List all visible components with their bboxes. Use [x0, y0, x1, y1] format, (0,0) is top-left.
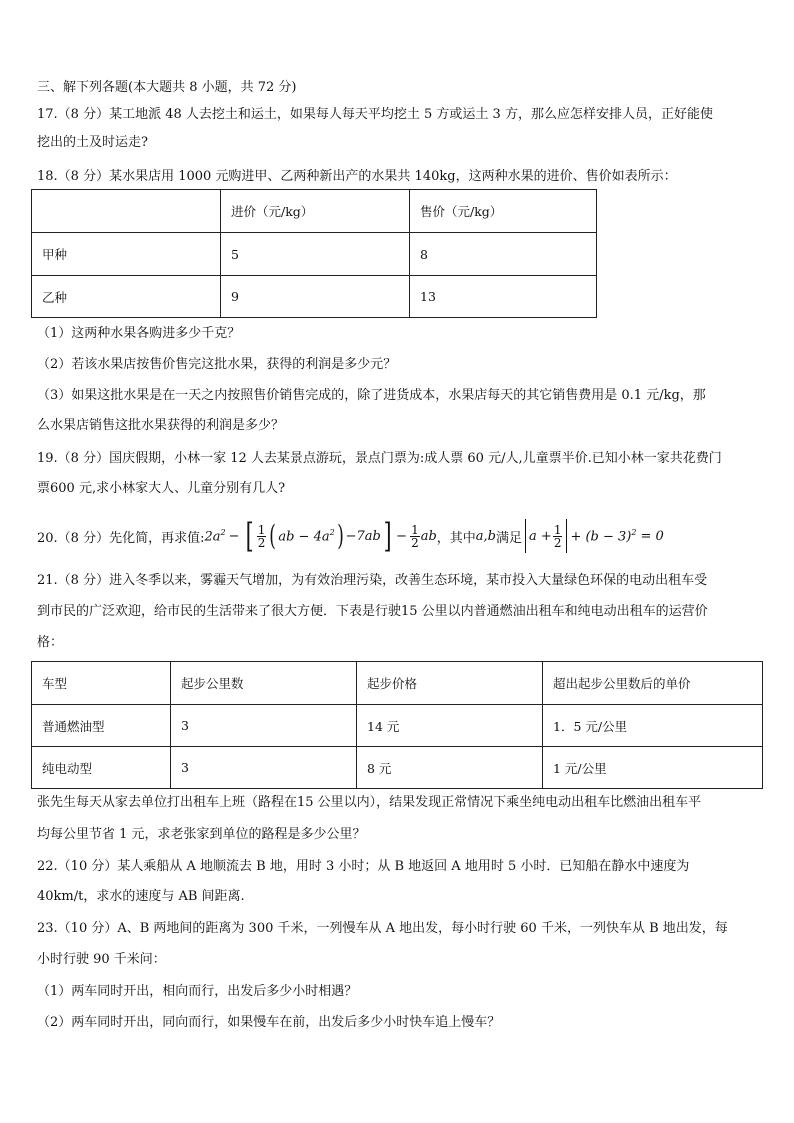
q23-line2: 小时行驶 90 千米问： [37, 952, 166, 967]
table-row [32, 705, 763, 747]
q19-line2: 票600 元,求小林家大人、儿童分别有几人? [37, 481, 286, 496]
q21-fare-table [31, 661, 763, 789]
abs-bar-left [525, 519, 526, 553]
q23-sub1: （1）两车同时开出，相向而行，出发后多少小时相遇？ [37, 984, 358, 999]
table-cell: 8 元 [357, 747, 543, 789]
math-fraction-half: $\frac{1}{2}$ [257, 522, 266, 550]
table-header-cell: 起步公里数 [171, 662, 357, 705]
table-header-cell: 进价（元/kg） [221, 190, 410, 233]
q18-price-table [31, 189, 597, 318]
q19-line1: 19.（8 分）国庆假期，小林一家 12 人去某景点游玩，景点门票为:成人票 60 元/人,儿童票半价.已知小林一家共花费门 [37, 451, 722, 466]
table-cell: 3 [171, 747, 357, 789]
q20-formula-line [37, 514, 664, 558]
math-equals-zero: = 0 [640, 528, 664, 544]
q23-line1: 23.（10 分）A、B 两地间的距离为 300 千米，一列慢车从 A 地出发，每小时行驶 60 千米，一列快车从 B 地出发，每 [37, 921, 728, 936]
q17-line2: 挖出的土及时运走? [37, 135, 148, 150]
math-minus: − [228, 528, 240, 544]
table-cell: 1 元/公里 [543, 747, 763, 789]
table-cell: 普通燃油型 [32, 705, 171, 747]
table-header-cell: 起步价格 [357, 662, 543, 705]
q20-mid: ，其中 [436, 530, 476, 546]
table-header-row [32, 190, 597, 233]
right-bracket: ] [383, 516, 392, 556]
q23-sub2: （2）两车同时开出，同向而行，如果慢车在前，出发后多少小时快车追上慢车？ [37, 1015, 501, 1030]
math-term-a-plus: a + [529, 528, 552, 544]
table-header-row [32, 662, 763, 705]
q20-prefix: 20.（8 分）先化简，再求值: [37, 530, 205, 546]
q17-line1: 17.（8 分）某工地派 48 人去挖土和运土，如果每人每天平均挖土 5 方或运土 3 方，那么应怎样安排人员，正好能使 [37, 107, 713, 122]
left-bracket: [ [245, 516, 254, 556]
abs-bar-right [566, 519, 567, 553]
q20-vars: a,b [475, 528, 497, 544]
table-header-cell: 超出起步公里数后的单价 [543, 662, 763, 705]
math-term-2a: $2a^2$ [204, 527, 226, 545]
math-term-ab: ab [420, 528, 437, 544]
math-fraction-half: $\frac{1}{2}$ [553, 522, 562, 550]
table-row [32, 233, 597, 276]
q20-cond: 满足 [496, 530, 523, 546]
q18-sub1: （1）这两种水果各购进多少千克？ [37, 326, 241, 341]
table-cell: 1．5 元/公里 [543, 705, 763, 747]
q21-after2: 均每公里节省 1 元，求老张家到单位的路程是多少公里？ [37, 827, 366, 842]
q21-after1: 张先生每天从家去单位打出租车上班（路程在15 公里以内），结果发现正常情况下乘坐纯电动出租车比燃油出租车平 [37, 795, 702, 810]
q18-sub3-line1: （3）如果这批水果是在一天之内按照售价销售完成的，除了进货成本，水果店每天的其它销售费用是 0.1 元/kg，那 [37, 388, 706, 403]
table-cell: 5 [221, 233, 410, 276]
table-header-cell [32, 190, 221, 233]
right-paren: ) [336, 519, 344, 552]
q18-sub2: （2）若该水果店按售价售完这批水果，获得的利润是多少元？ [37, 357, 397, 372]
left-paren: ( [269, 519, 277, 552]
table-header-cell: 售价（元/kg） [410, 190, 597, 233]
section-title: 三、解下列各题(本大题共 8 小题，共 72 分) [37, 80, 297, 95]
table-cell: 3 [171, 705, 357, 747]
math-fraction-half: $\frac{1}{2}$ [411, 522, 419, 550]
table-cell: 9 [221, 276, 410, 318]
q21-line1: 21.（8 分）进入冬季以来，雾霾天气增加，为有效治理污染，改善生态环境，某市投入大量绿色环保的电动出租车受 [37, 573, 708, 588]
table-cell: 纯电动型 [32, 747, 171, 789]
table-row [32, 747, 763, 789]
math-term-b-3: + $(b - 3)^2$ [570, 527, 637, 545]
table-cell: 13 [410, 276, 597, 318]
q18-sub3-line2: 么水果店销售这批水果获得的利润是多少？ [37, 418, 285, 433]
q21-line2: 到市民的广泛欢迎，给市民的生活带来了很大方便．下表是行驶15 公里以内普通燃油出租车和纯电动出租车的运营价 [37, 604, 708, 619]
math-term-7ab: −7ab [345, 528, 381, 544]
math-minus: − [396, 528, 408, 544]
table-header-cell: 车型 [32, 662, 171, 705]
table-cell: 乙种 [32, 276, 221, 318]
q18-intro: 18.（8 分）某水果店用 1000 元购进甲、乙两种新出产的水果共 140kg，这两种水果的进价、售价如表所示： [37, 169, 677, 184]
q21-line3: 格： [37, 635, 64, 650]
q22-line2: 40km/t，求水的速度与 AB 间距离. [37, 889, 245, 904]
table-cell: 甲种 [32, 233, 221, 276]
q22-line1: 22.（10 分）某人乘船从 A 地顺流去 B 地，用时 3 小时；从 B 地返回 A 地用时 5 小时．已知船在静水中速度为 [37, 859, 690, 874]
table-cell: 14 元 [357, 705, 543, 747]
math-term-ab-4a2: ab − $4a^2$ [278, 527, 335, 545]
table-cell: 8 [410, 233, 597, 276]
table-row [32, 276, 597, 318]
